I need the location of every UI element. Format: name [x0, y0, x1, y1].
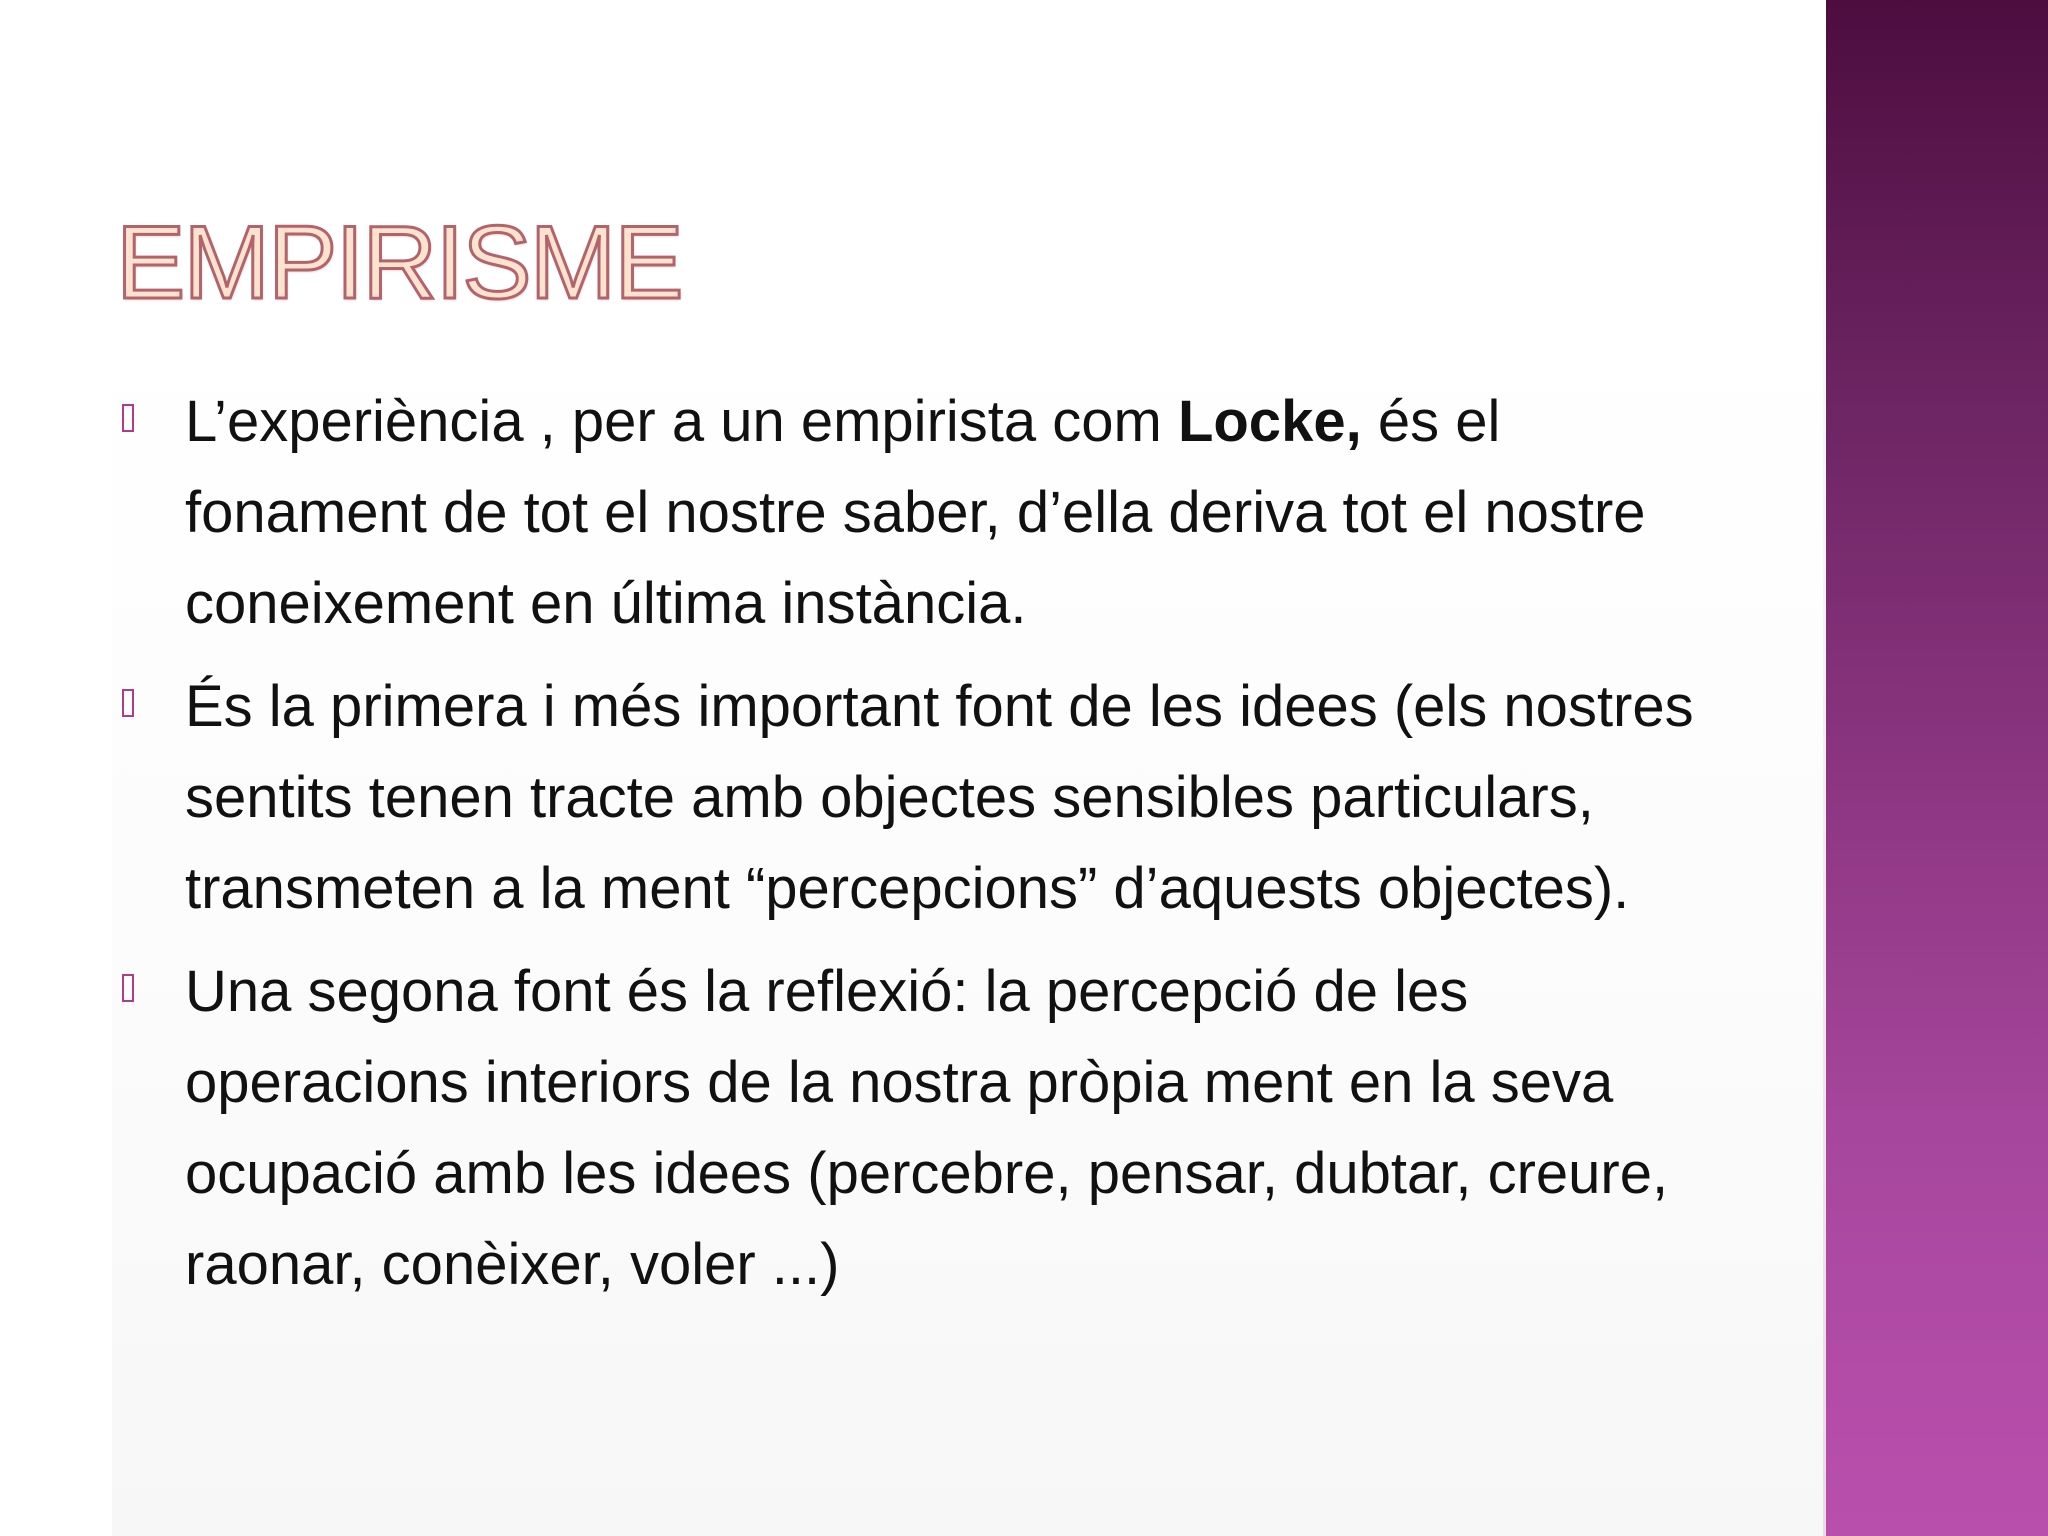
decorative-side-bar — [1826, 0, 2048, 1536]
bullet-text-1-bold: Locke, — [1177, 389, 1362, 454]
bullet-marker-icon — [122, 974, 134, 1002]
bullet-marker-icon — [122, 689, 134, 717]
slide-title: EMPIRISME — [116, 205, 682, 321]
bullet-item-3 — [122, 946, 1722, 1310]
bullet-text-3: Una segona font és la reflexió: la percepció de les operacions interiors de la nostra pròpia ment en la seva ocupació amb les idees (percebre, pensar, dubtar, creure, raonar, conèixer, voler ...) — [185, 959, 1669, 1297]
bullet-list — [122, 376, 1722, 1322]
bullet-item-1 — [122, 376, 1722, 649]
bullet-text-1-end: és el fonament de tot el nostre saber, d’ella deriva tot el nostre coneixement en última instància. — [185, 389, 1646, 636]
bullet-item-2 — [122, 661, 1722, 934]
bullet-text-1-start: L’experiència , per a un empirista com — [185, 389, 1178, 454]
bullet-text-2: És la primera i més important font de les idees (els nostres sentits tenen tracte amb objectes sensibles particulars, transmeten a la ment “percepcions” d’aquests objectes). — [185, 674, 1694, 921]
bullet-text-1 — [185, 389, 1646, 636]
bullet-marker-icon — [122, 404, 134, 432]
